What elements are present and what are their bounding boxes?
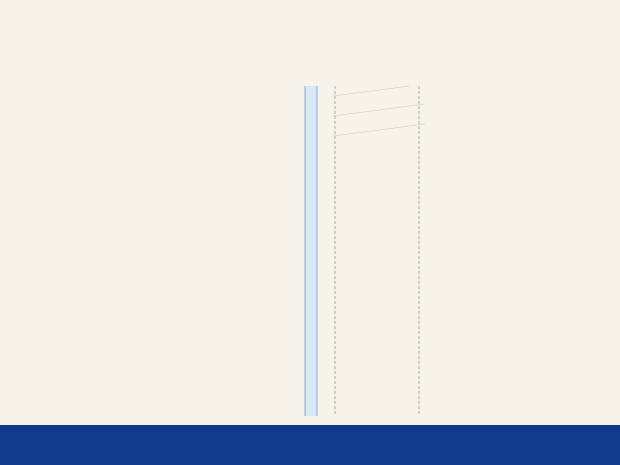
- site-plan-map: [297, 86, 442, 416]
- notice-body: [5, 72, 295, 415]
- site-plan-background: [297, 86, 442, 416]
- price-table: [446, 108, 616, 428]
- contact-footer: [0, 425, 620, 465]
